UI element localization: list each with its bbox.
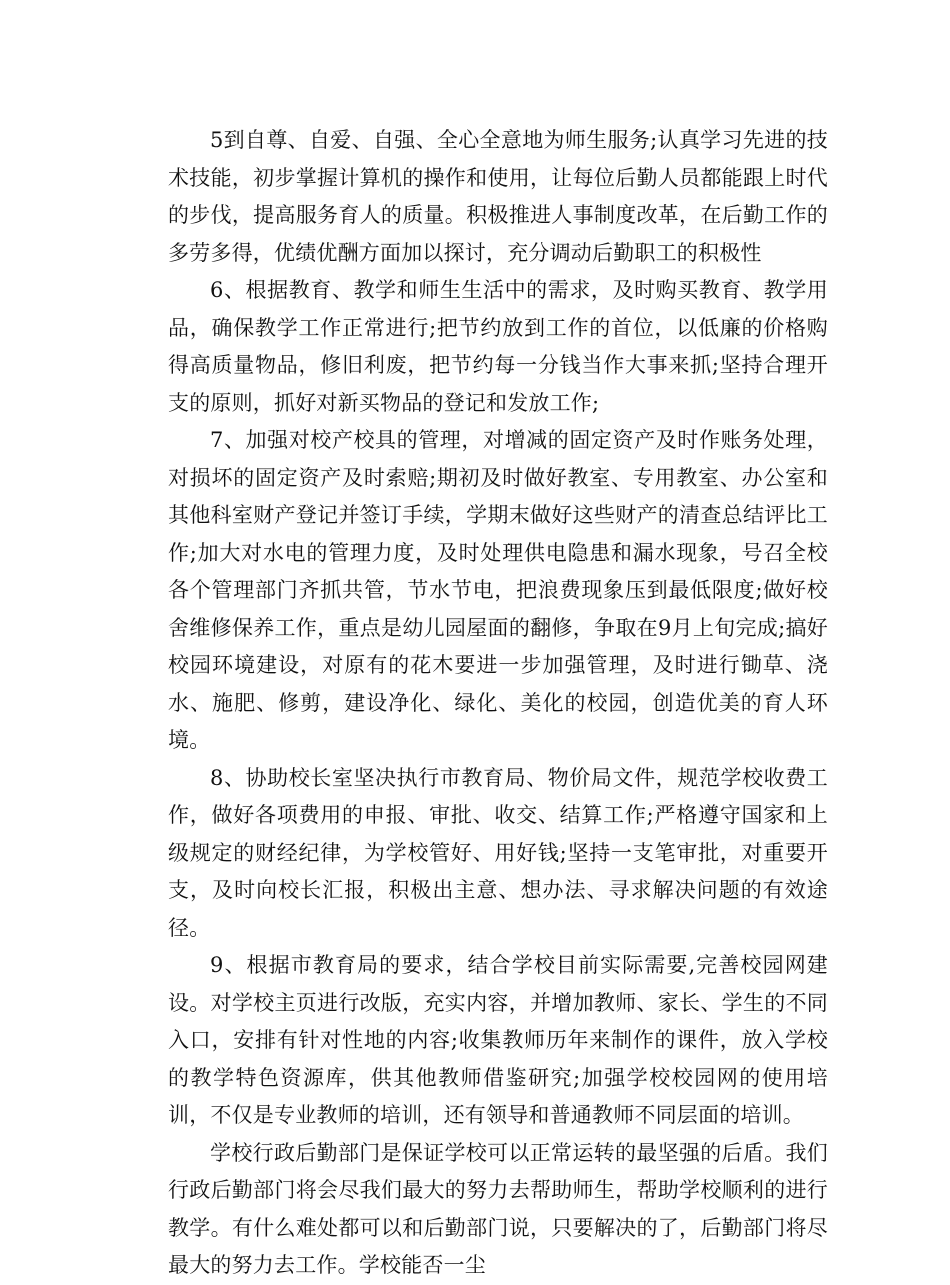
paragraph-item-5: 5到自尊、自爱、自强、全心全意地为师生服务;认真学习先进的技术技能，初步掌握计算机的操作和使用，让每位后勤人员都能跟上时代的步伐，提高服务育人的质量。积极推进人事制度改革，在后勤工作的多劳多得，优绩优酬方面加以探讨，充分调动后勤职工的积极性 [168, 128, 828, 265]
paragraph-item-8: 8、协助校长室坚决执行市教育局、物价局文件，规范学校收费工作，做好各项费用的申报、审批、收交、结算工作;严格遵守国家和上级规定的财经纪律，为学校管好、用好钱;坚持一支笔审批，对重要开支，及时向校长汇报，积极出主意、想办法、寻求解决问题的有效途径。 [168, 765, 828, 940]
document-body [168, 122, 828, 1285]
paragraph-item-6: 6、根据教育、教学和师生生活中的需求，及时购买教育、教学用品，确保教学工作正常进行;把节约放到工作的首位，以低廉的价格购得高质量物品，修旧利废，把节约每一分钱当作大事来抓;坚持合理开支的原则，抓好对新买物品的登记和发放工作; [168, 278, 828, 415]
paragraph-summary: 学校行政后勤部门是保证学校可以正常运转的最坚强的后盾。我们行政后勤部门将会尽我们最大的努力去帮助师生，帮助学校顺利的进行教学。有什么难处都可以和后勤部门说，只要解决的了，后勤部门将尽最大的努力去工作。学校能否一尘 [168, 1140, 828, 1277]
paragraph-item-9: 9、根据市教育局的要求，结合学校目前实际需要,完善校园网建设。对学校主页进行改版，充实内容，并增加教师、家长、学生的不同入口，安排有针对性地的内容;收集教师历年来制作的课件，放入学校的教学特色资源库，供其他教师借鉴研究;加强学校校园网的使用培训，不仅是专业教师的培训，还有领导和普通教师不同层面的培训。 [168, 953, 828, 1127]
paragraph-item-7: 7、加强对校产校具的管理，对增减的固定资产及时作账务处理，对损坏的固定资产及时索赔;期初及时做好教室、专用教室、办公室和其他科室财产登记并签订手续，学期末做好这些财产的清查总结评比工作;加大对水电的管理力度，及时处理供电隐患和漏水现象，号召全校各个管理部门齐抓共管，节水节电，把浪费现象压到最低限度;做好校舍维修保养工作，重点是幼儿园屋面的翻修，争取在9月上旬完成;搞好校园环境建设，对原有的花木要进一步加强管理，及时进行锄草、浇水、施肥、修剪，建设净化、绿化、美化的校园，创造优美的育人环境。 [168, 428, 828, 752]
